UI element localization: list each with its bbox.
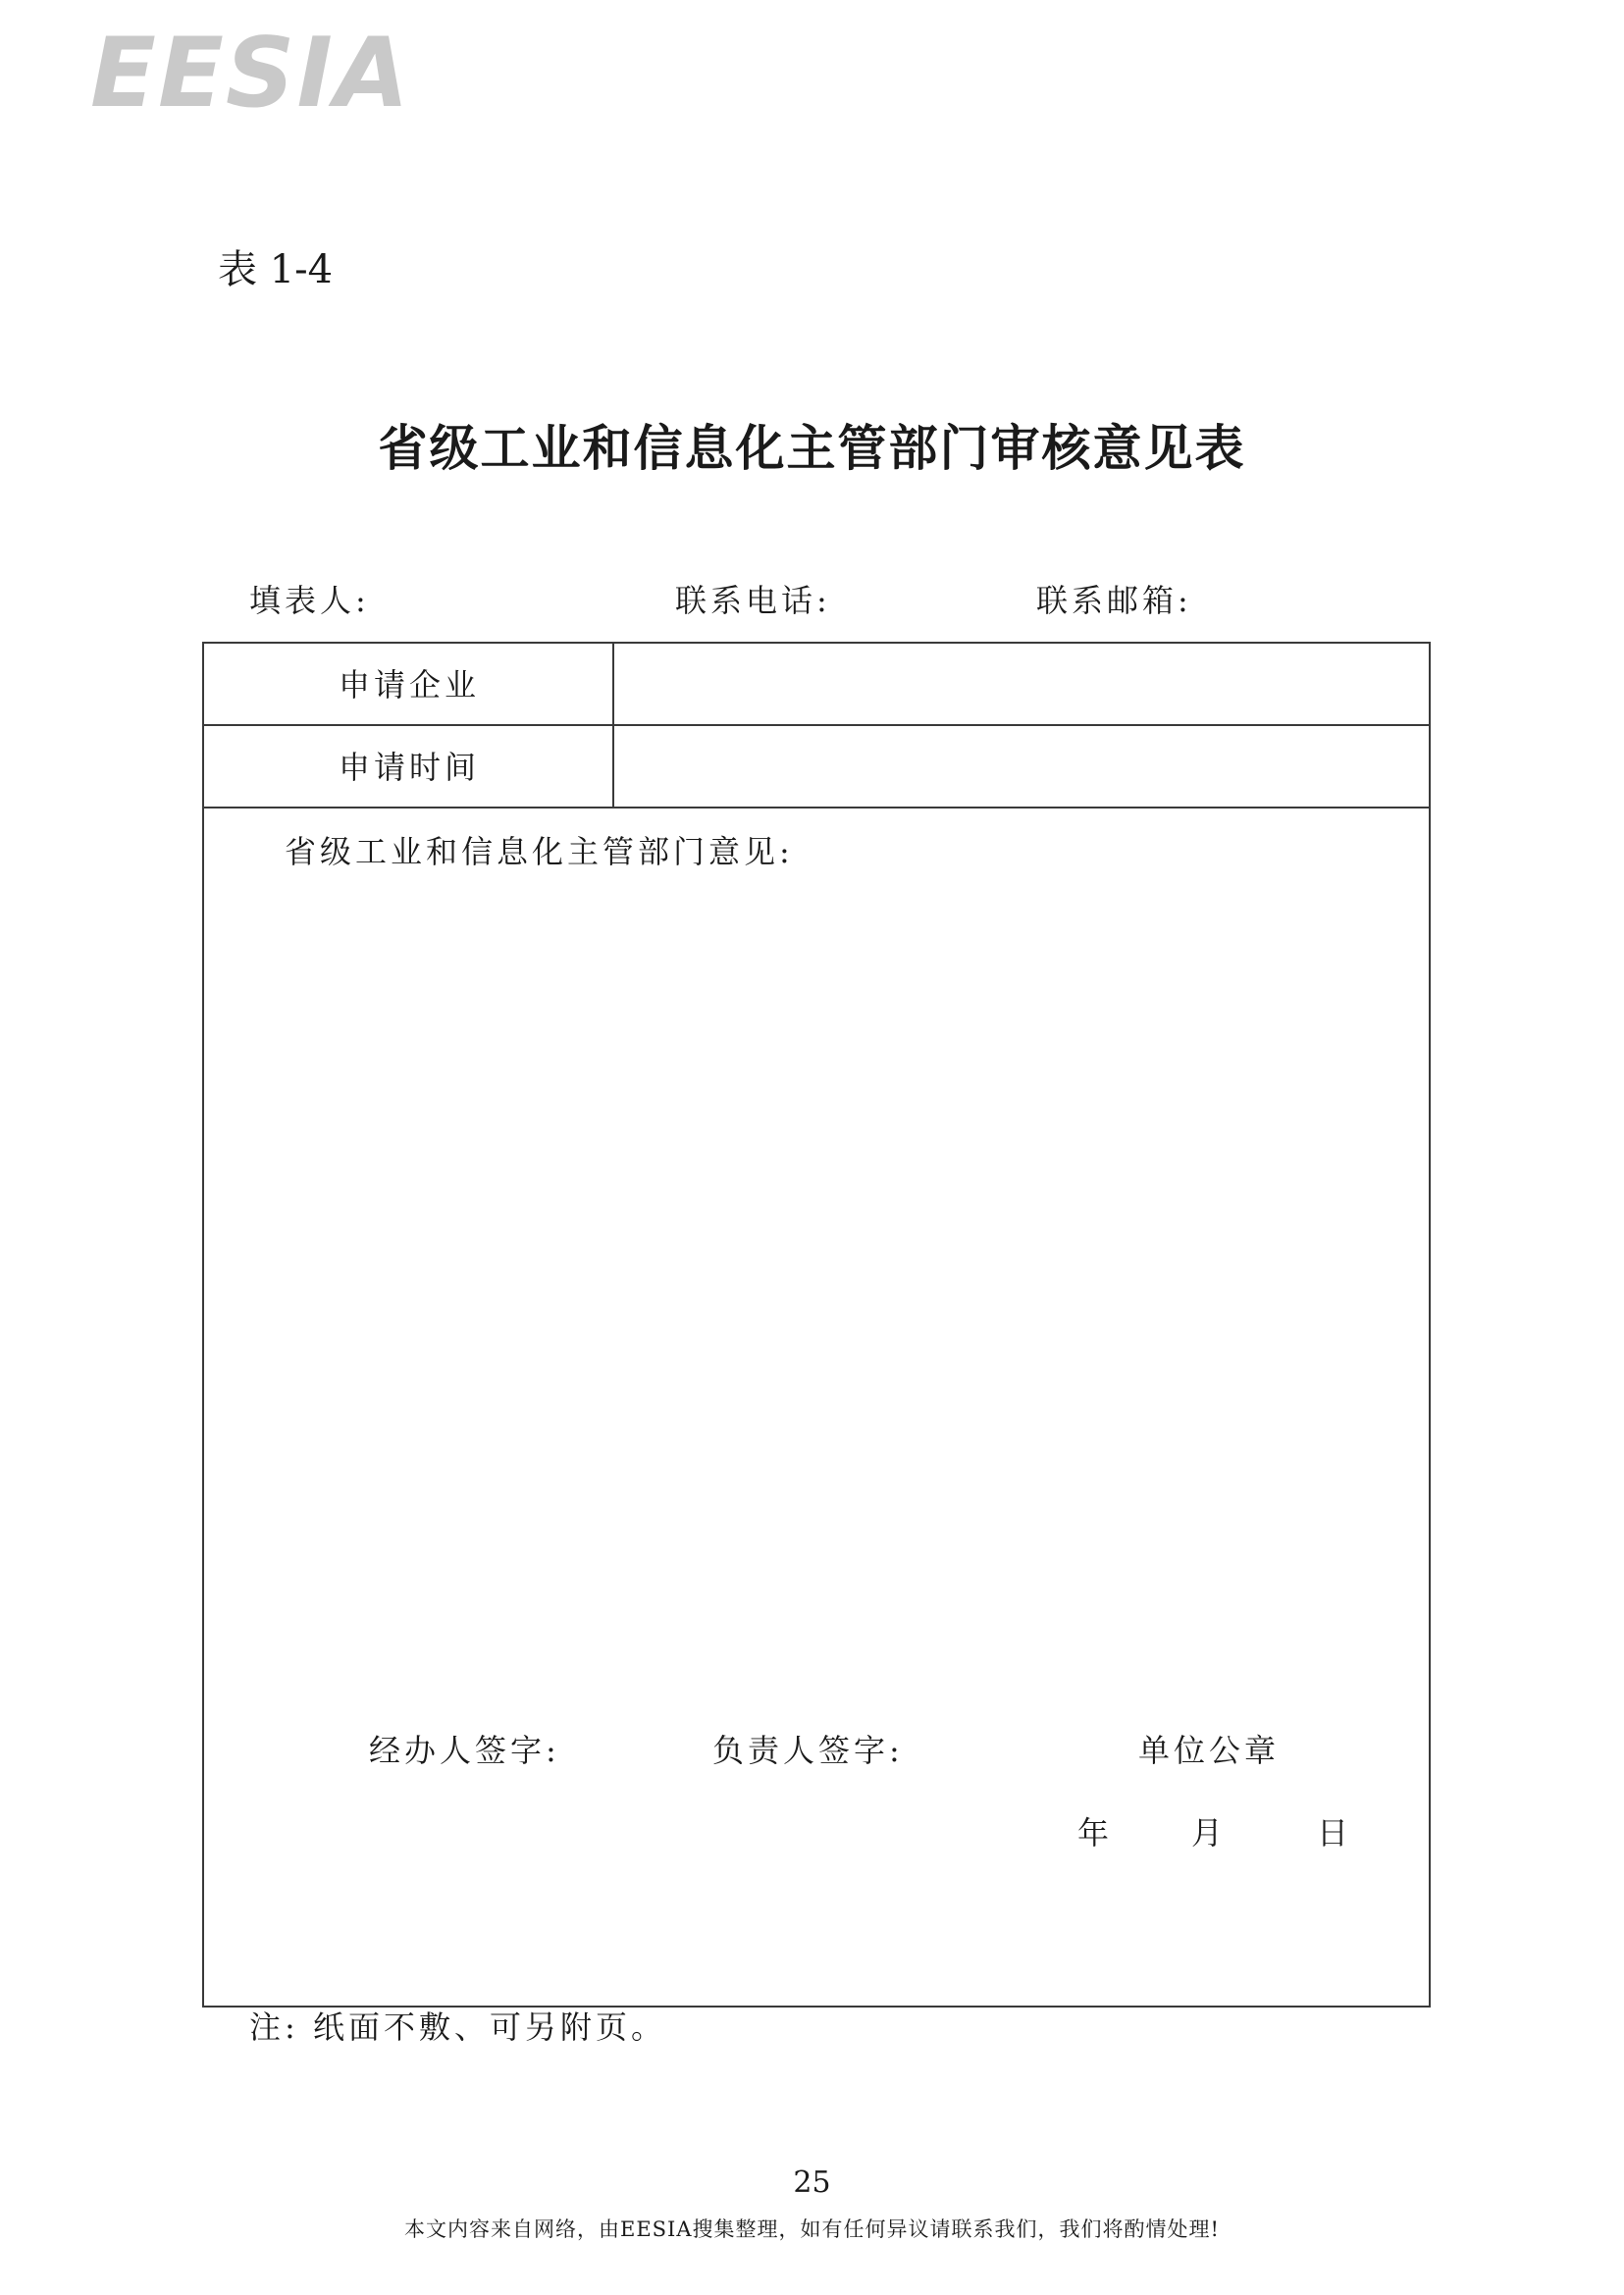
leader-signature-label: 负责人签字: — [712, 1732, 904, 1769]
page-number: 25 — [793, 2165, 831, 2200]
application-time-field[interactable] — [616, 726, 1429, 807]
source-disclaimer: 本文内容来自网络，由EESIA搜集整理，如有任何异议请联系我们，我们将酌情处理! — [404, 2217, 1220, 2241]
email-label: 联系邮箱: — [1036, 582, 1192, 619]
review-form-table — [202, 642, 1431, 2008]
opinion-label: 省级工业和信息化主管部门意见: — [285, 833, 794, 870]
eesia-logo: EESIA — [90, 18, 411, 130]
day-label: 日 — [1317, 1814, 1353, 1852]
table-number: 表 1-4 — [218, 247, 334, 292]
opinion-field[interactable] — [243, 885, 1389, 1591]
filler-label: 填表人: — [249, 582, 370, 619]
footnote: 注: 纸面不敷、可另附页。 — [249, 2008, 666, 2046]
applicant-company-label: 申请企业 — [338, 666, 480, 704]
year-label: 年 — [1077, 1814, 1114, 1852]
applicant-company-field[interactable] — [616, 644, 1429, 724]
row-divider — [204, 807, 1429, 808]
month-label: 月 — [1191, 1814, 1228, 1852]
application-time-label: 申请时间 — [338, 749, 480, 786]
handler-signature-label: 经办人签字: — [369, 1732, 560, 1769]
unit-seal-label: 单位公章 — [1138, 1732, 1281, 1769]
page-title: 省级工业和信息化主管部门审核意见表 — [378, 419, 1246, 477]
phone-label: 联系电话: — [675, 582, 831, 619]
